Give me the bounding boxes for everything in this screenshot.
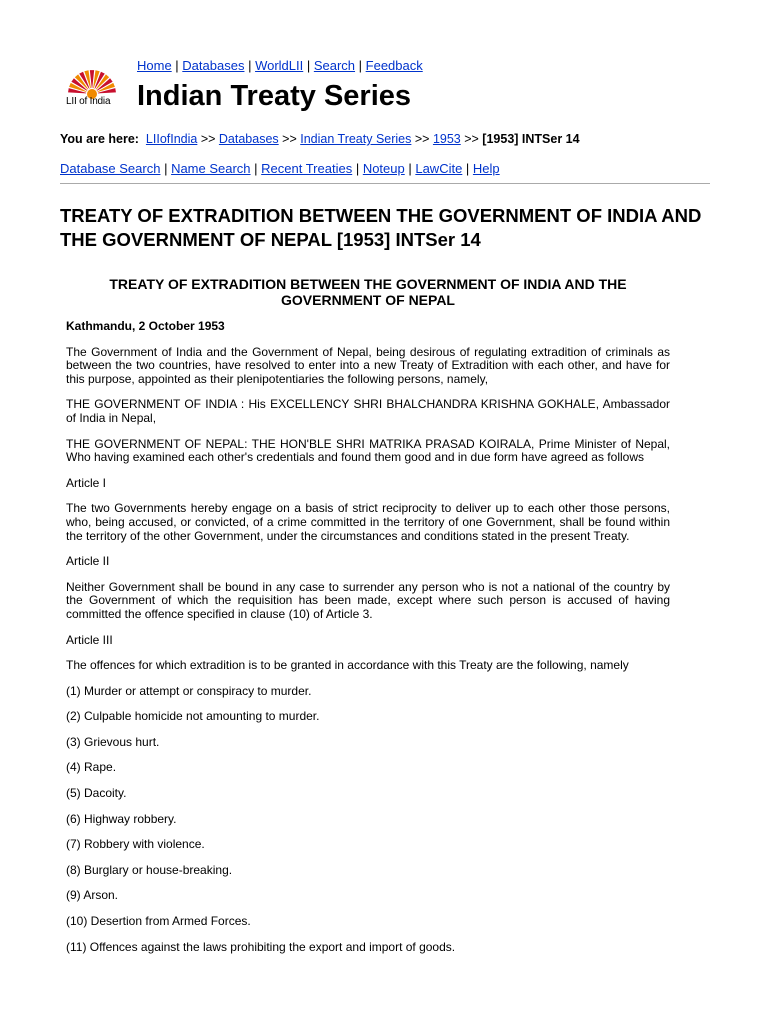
name-search-link[interactable]: Name Search bbox=[171, 161, 251, 176]
site-header bbox=[66, 56, 716, 116]
breadcrumb-current: [1953] INTSer 14 bbox=[482, 132, 580, 146]
treaty-heading: TREATY OF EXTRADITION BETWEEN THE GOVERNMENT OF INDIA AND THE GOVERNMENT OF NEPAL bbox=[109, 276, 627, 308]
article-paragraph: The offences for which extradition is to be granted in accordance with this Treaty are the following, namely bbox=[66, 658, 629, 673]
plenipotentiary-india: THE GOVERNMENT OF INDIA : His EXCELLENCY SHRI BHALCHANDRA KRISHNA GOKHALE, Ambassador of India in Nepal, bbox=[66, 397, 670, 425]
offence-item: (2) Culpable homicide not amounting to murder. bbox=[66, 709, 320, 724]
plenipotentiary-nepal: THE GOVERNMENT OF NEPAL: THE HON'BLE SHRI MATRIKA PRASAD KOIRALA, Prime Minister of Nepal, Who having examined each other's credentials and found them good and in due form have agreed as follows bbox=[66, 436, 670, 465]
offence-item: (10) Desertion from Armed Forces. bbox=[66, 914, 251, 929]
offence-item: (11) Offences against the laws prohibiting the export and import of goods. bbox=[66, 939, 456, 954]
document-title: TREATY OF EXTRADITION BETWEEN THE GOVERNMENT OF INDIA AND THE GOVERNMENT OF NEPAL [1953] INTSer 14 bbox=[60, 205, 702, 250]
logo-text: LII of India bbox=[66, 96, 111, 107]
offence-item: (4) Rape. bbox=[66, 760, 117, 775]
nav-worldlii-link[interactable]: WorldLII bbox=[255, 58, 304, 73]
article-heading: Article II bbox=[66, 554, 110, 569]
site-title: Indian Treaty Series bbox=[137, 80, 412, 112]
offence-item: (9) Arson. bbox=[66, 888, 119, 903]
recent-treaties-link[interactable]: Recent Treaties bbox=[261, 161, 353, 176]
treaty-content bbox=[66, 276, 670, 966]
breadcrumb-indian-treaty-series-link[interactable]: Indian Treaty Series bbox=[300, 132, 412, 146]
offence-item: (1) Murder or attempt or conspiracy to murder. bbox=[66, 683, 312, 698]
offence-item: (6) Highway robbery. bbox=[66, 811, 177, 826]
nav-search-link[interactable]: Search bbox=[313, 58, 356, 73]
offence-item: (3) Grievous hurt. bbox=[66, 734, 160, 749]
offence-item: (8) Burglary or house-breaking. bbox=[66, 862, 233, 877]
sub-nav: Database Search | Name Search | Recent Treaties | Noteup | LawCite | Help bbox=[60, 161, 500, 176]
article-heading: Article I bbox=[66, 475, 107, 490]
breadcrumb-lead: You are here: bbox=[60, 132, 139, 146]
nav-feedback-link[interactable]: Feedback bbox=[365, 58, 423, 73]
nav-home-link[interactable]: Home bbox=[137, 58, 172, 73]
preamble-paragraph: The Government of India and the Government of Nepal, being desirous of regulating extradition of criminals as between the two countries, have resolved to enter into a new Treaty of Extradition with each other, and have for this purpose, appointed as their plenipotentiaries the following persons, namely, bbox=[66, 344, 670, 386]
offence-item: (7) Robbery with violence. bbox=[66, 837, 205, 852]
breadcrumb: You are here: LIIofIndia >> Databases >> Indian Treaty Series >> 1953 >> [1953] INTSer 14 bbox=[60, 132, 580, 146]
nav-databases-link[interactable]: Databases bbox=[182, 58, 245, 73]
article-paragraph: The two Governments hereby engage on a basis of strict reciprocity to deliver up to each other those persons, who, being accused, or convicted, of a crime committed in the territory of one Government, shall be found within the territory of the other Government, under the circumstances and conditions stated in the present Treaty. bbox=[66, 501, 670, 543]
divider bbox=[60, 183, 710, 184]
help-link[interactable]: Help bbox=[472, 161, 500, 176]
breadcrumb-databases-link[interactable]: Databases bbox=[218, 132, 279, 146]
article-paragraph: Neither Government shall be bound in any case to surrender any person who is not a national of the country by the Government of which the requisition has been made, except where such person is accused of having committed the offence specified in clause (10) of Article 3. bbox=[66, 579, 670, 621]
top-nav: Home | Databases | WorldLII | Search | Feedback bbox=[137, 58, 423, 73]
offence-item: (5) Dacoity. bbox=[66, 786, 127, 801]
lawcite-link[interactable]: LawCite bbox=[415, 161, 463, 176]
database-search-link[interactable]: Database Search bbox=[60, 161, 161, 176]
treaty-place-date: Kathmandu, 2 October 1953 bbox=[66, 319, 225, 333]
noteup-link[interactable]: Noteup bbox=[362, 161, 405, 176]
article-heading: Article III bbox=[66, 632, 113, 647]
breadcrumb-1953-link[interactable]: 1953 bbox=[432, 132, 461, 146]
breadcrumb-liiofindia-link[interactable]: LIIofIndia bbox=[145, 132, 198, 146]
